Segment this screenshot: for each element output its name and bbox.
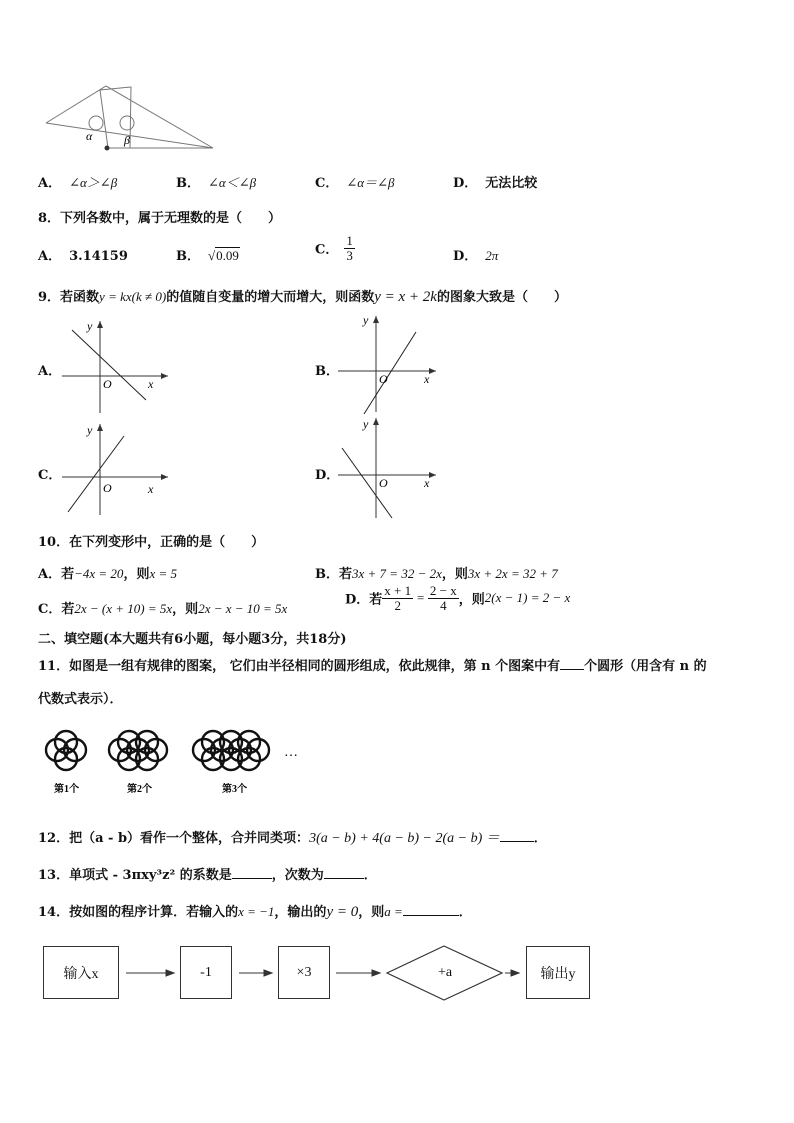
- q14-blank[interactable]: [403, 915, 459, 916]
- q8-stem: 8．下列各数中，属于无理数的是（ ）: [38, 211, 282, 226]
- caption-1: 第1个: [54, 784, 79, 795]
- svg-text:y: y: [87, 319, 93, 333]
- q8-option-d[interactable]: D． 2π: [453, 248, 499, 264]
- q13-stem: 13．单项式 - 3πxy³z² 的系数是 ，次数为 ．: [38, 868, 377, 883]
- q8-option-c[interactable]: C． $\frac{1}{3}$: [315, 233, 353, 263]
- flow-plus-a-label: +a: [437, 965, 453, 980]
- svg-text:y: y: [87, 423, 93, 437]
- svg-text:O: O: [103, 481, 112, 495]
- q7-option-b[interactable]: B． ∠α＜∠β: [176, 175, 257, 191]
- q9-graph-d[interactable]: [336, 414, 446, 520]
- q10-option-c[interactable]: C．若2x − (x + 10) = 5x，则2x − x − 10 = 5x: [38, 601, 288, 617]
- pattern-1: [46, 731, 86, 770]
- svg-text:O: O: [103, 377, 112, 391]
- q7-option-a[interactable]: A． ∠α＞∠β: [38, 175, 118, 191]
- q9-graph-a[interactable]: [60, 318, 170, 418]
- q8-option-a[interactable]: A． 3.14159: [38, 249, 128, 264]
- pattern-3: [193, 731, 269, 770]
- q9-stem: 9．若函数y = kx(k ≠ 0)的值随自变量的增大而增大，则函数y = x + 2k的图象大致是（ ）: [38, 289, 567, 305]
- beta-label: β: [124, 133, 130, 147]
- q7-option-c[interactable]: C． ∠α＝∠β: [315, 175, 395, 191]
- q7-option-d[interactable]: D． 无法比较: [453, 176, 538, 191]
- q12-blank[interactable]: [500, 841, 534, 842]
- flow-minus-box: -1: [180, 946, 232, 999]
- q9-option-a-label[interactable]: A．: [38, 364, 62, 379]
- flow-input-box: 输入x: [43, 946, 119, 999]
- q9-graph-b[interactable]: [336, 312, 446, 416]
- q13-blank-2[interactable]: [324, 878, 364, 879]
- svg-text:x: x: [424, 372, 430, 386]
- q11-line2: 代数式表示）．: [38, 692, 123, 707]
- svg-text:x: x: [424, 476, 430, 490]
- svg-text:O: O: [379, 372, 388, 386]
- section-title: 二、填空题(本大题共有6小题，每小题3分，共18分): [38, 632, 347, 647]
- q12-stem: 12．把（a - b）看作一个整体，合并同类项：3(a − b) + 4(a − b) − 2(a − b) ＝ ．: [38, 831, 547, 846]
- q10-option-b[interactable]: B．若3x + 7 = 32 − 2x，则3x + 2x = 32 + 7: [315, 566, 558, 582]
- q9-option-b-label[interactable]: B．: [315, 364, 339, 379]
- q11-line1: 11．如图是一组有规律的图案， 它们由半径相同的圆形组成，依此规律，第 n 个图案中有 个圆形（用含有 n 的: [38, 659, 707, 674]
- q10-option-a[interactable]: A．若−4x = 20，则x = 5: [38, 566, 177, 582]
- svg-text:x: x: [148, 377, 154, 391]
- alpha-label: α: [86, 129, 93, 143]
- svg-text:y: y: [363, 417, 369, 431]
- caption-2: 第2个: [127, 784, 152, 795]
- flow-output-box: 输出y: [526, 946, 590, 999]
- q9-graph-c[interactable]: [60, 420, 170, 520]
- flow-arrows: [0, 960, 794, 986]
- q10-stem: 10．在下列变形中，正确的是（ ）: [38, 535, 265, 550]
- q9-option-c-label[interactable]: C．: [38, 468, 62, 483]
- flow-times-box: ×3: [278, 946, 330, 999]
- svg-text:y: y: [363, 313, 369, 327]
- q10-option-d[interactable]: D．若 $\frac{x + 1}{2}$ = $\frac{2 - x}{4}$ ，则2(x − 1) = 2 − x: [345, 583, 571, 613]
- svg-text:O: O: [379, 476, 388, 490]
- q8-option-b[interactable]: B． √0.09: [176, 248, 239, 264]
- caption-3: 第3个: [222, 784, 247, 795]
- angle-figure: [38, 82, 218, 152]
- svg-text:x: x: [148, 482, 154, 496]
- q9-option-d-label[interactable]: D．: [315, 468, 340, 483]
- ellipsis: …: [284, 745, 298, 760]
- q14-stem: 14．按如图的程序计算．若输入的x = −1，输出的y = 0，则a = ．: [38, 904, 472, 920]
- q11-blank[interactable]: [560, 669, 584, 670]
- q13-blank-1[interactable]: [232, 878, 272, 879]
- circle-pattern-figure: [38, 728, 308, 798]
- pattern-2: [109, 731, 167, 770]
